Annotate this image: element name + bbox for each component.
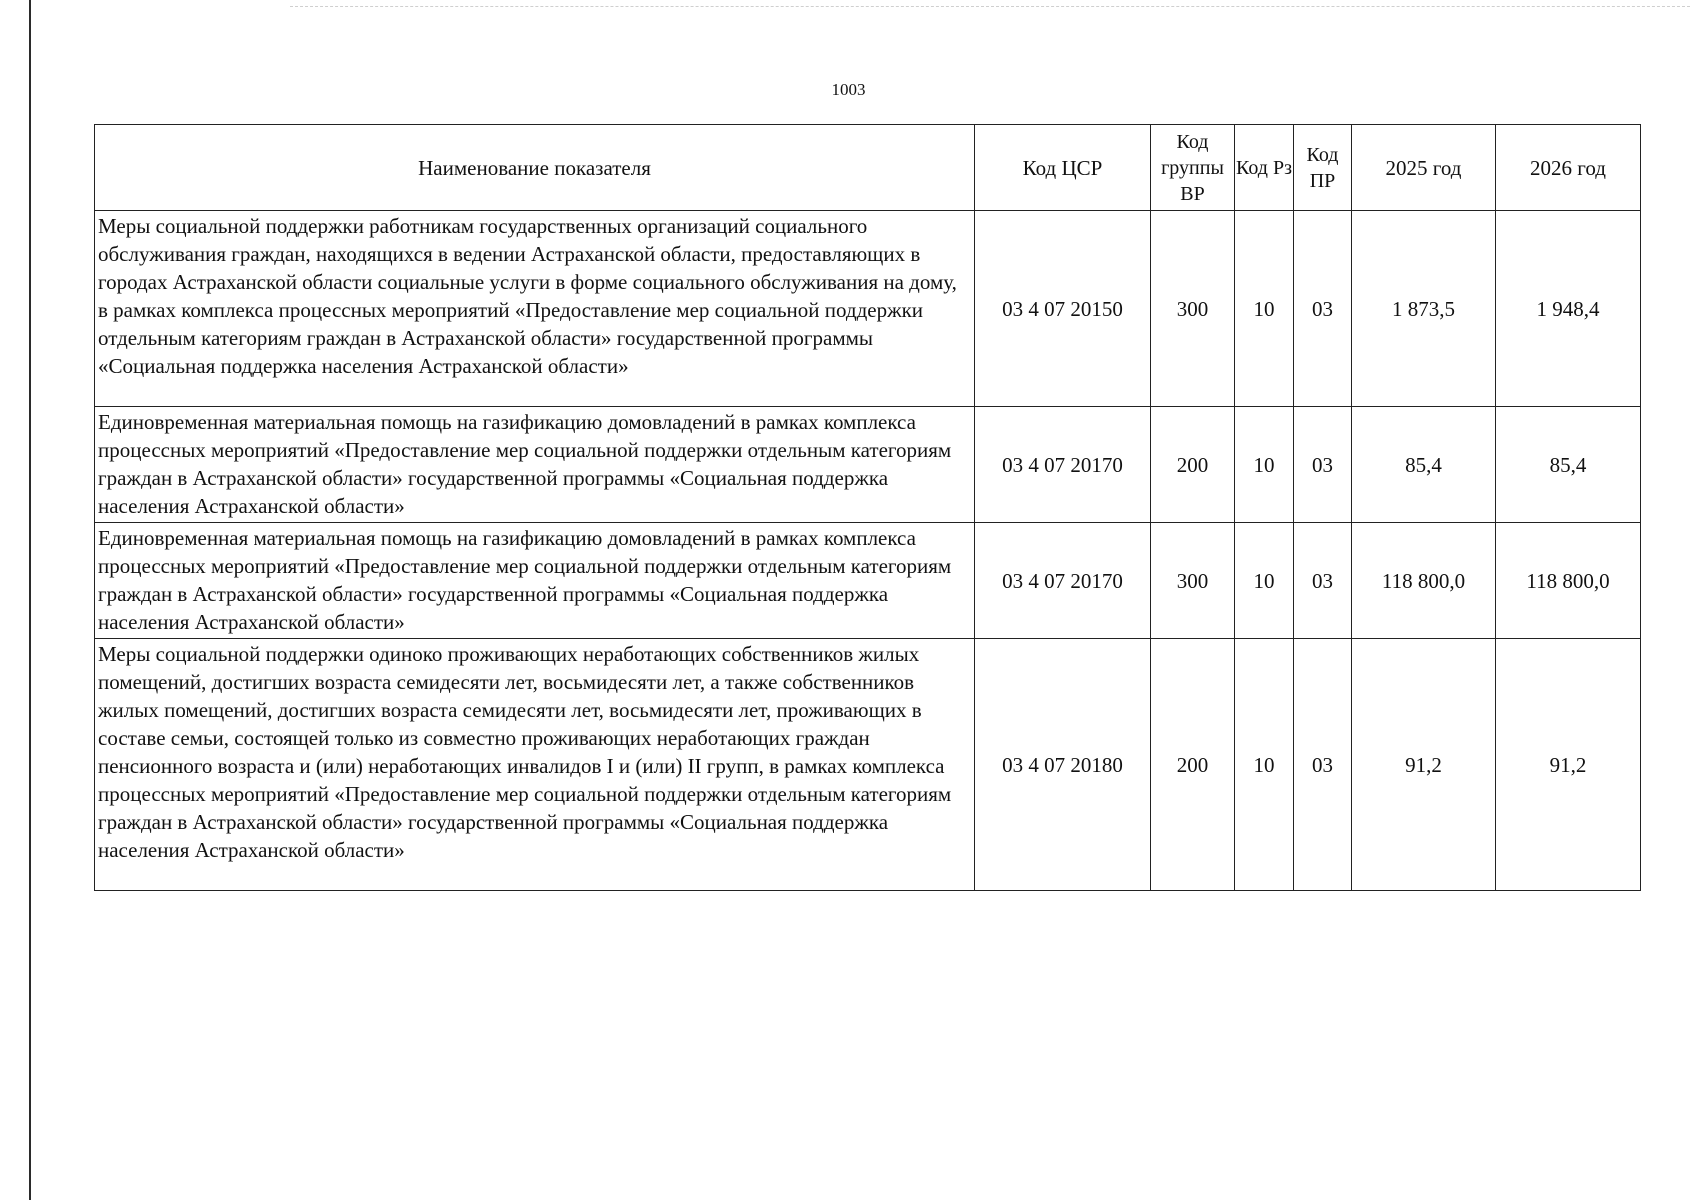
header-pr-code: Код ПР: [1294, 125, 1352, 211]
cell-csr: 03 4 07 20170: [975, 407, 1151, 523]
cell-pr: 03: [1294, 523, 1352, 639]
cell-vr: 200: [1151, 407, 1235, 523]
cell-name: Единовременная материальная помощь на газификацию домовладений в рамках комплекса процессных мероприятий «Предоставление мер социальной поддержки отдельным категориям граждан в Астраханской области» государственной программы «Социальная поддержка населения Астраханской области»: [95, 523, 975, 639]
cell-2025: 118 800,0: [1352, 523, 1496, 639]
budget-table: [94, 124, 1641, 891]
cell-rz: 10: [1235, 407, 1294, 523]
table-header-row: [95, 125, 1641, 211]
cell-pr: 03: [1294, 407, 1352, 523]
header-vr-code: Код группы ВР: [1151, 125, 1235, 211]
header-csr-code: Код ЦСР: [975, 125, 1151, 211]
header-year-2025: 2025 год: [1352, 125, 1496, 211]
scan-margin-line: [29, 0, 31, 1200]
cell-2026: 118 800,0: [1496, 523, 1641, 639]
scan-top-edge: [290, 6, 1690, 8]
cell-vr: 300: [1151, 523, 1235, 639]
cell-2025: 1 873,5: [1352, 211, 1496, 407]
cell-name: Единовременная материальная помощь на газификацию домовладений в рамках комплекса процессных мероприятий «Предоставление мер социальной поддержки отдельным категориям граждан в Астраханской области» государственной программы «Социальная поддержка населения Астраханской области»: [95, 407, 975, 523]
table-row: [95, 407, 1641, 523]
cell-vr: 200: [1151, 639, 1235, 891]
table-row: [95, 523, 1641, 639]
header-name: Наименование показателя: [95, 125, 975, 211]
cell-pr: 03: [1294, 211, 1352, 407]
header-rz-code: Код Рз: [1235, 125, 1294, 211]
cell-csr: 03 4 07 20180: [975, 639, 1151, 891]
cell-rz: 10: [1235, 211, 1294, 407]
cell-rz: 10: [1235, 523, 1294, 639]
cell-2026: 85,4: [1496, 407, 1641, 523]
cell-2026: 91,2: [1496, 639, 1641, 891]
page-number: 1003: [831, 80, 866, 99]
cell-pr: 03: [1294, 639, 1352, 891]
cell-2025: 85,4: [1352, 407, 1496, 523]
cell-2025: 91,2: [1352, 639, 1496, 891]
cell-2026: 1 948,4: [1496, 211, 1641, 407]
table-row: [95, 639, 1641, 891]
cell-csr: 03 4 07 20150: [975, 211, 1151, 407]
header-year-2026: 2026 год: [1496, 125, 1641, 211]
cell-name: Меры социальной поддержки одиноко проживающих неработающих собственников жилых помещений, достигших возраста семидесяти лет, восьмидесяти лет, а также собственников жилых помещений, достигших возраста семидесяти лет, восьмидесяти лет, проживающих в составе семьи, состоящей только из совместно проживающих неработающих граждан пенсионного возраста и (или) неработающих инвалидов I и (или) II групп, в рамках комплекса процессных мероприятий «Предоставление мер социальной поддержки отдельным категориям граждан в Астраханской области» государственной программы «Социальная поддержка населения Астраханской области»: [95, 639, 975, 891]
cell-name: Меры социальной поддержки работникам государственных организаций социального обслуживания граждан, находящихся в ведении Астраханской области, предоставляющих в городах Астраханской области социальные услуги в форме социального обслуживания на дому, в рамках комплекса процессных мероприятий «Предоставление мер социальной поддержки отдельным категориям граждан в Астраханской области» государственной программы «Социальная поддержка населения Астраханской области»: [95, 211, 975, 407]
cell-csr: 03 4 07 20170: [975, 523, 1151, 639]
cell-rz: 10: [1235, 639, 1294, 891]
cell-vr: 300: [1151, 211, 1235, 407]
table-row: [95, 211, 1641, 407]
